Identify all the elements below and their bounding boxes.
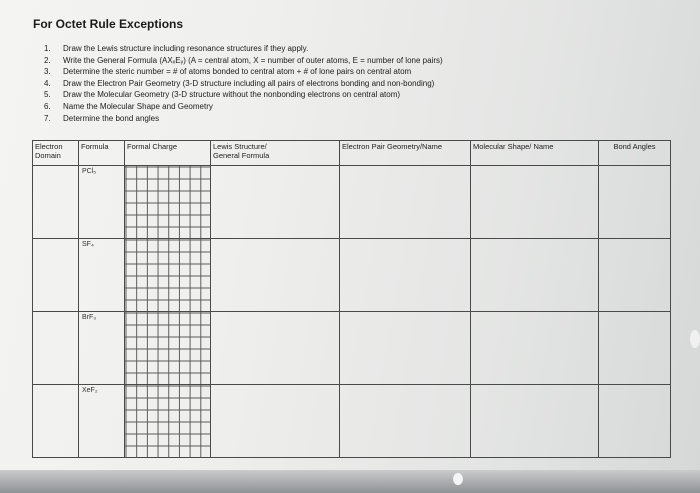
instruction-item (44, 66, 443, 78)
header-electron-pair-geometry: Electron Pair Geometry/Name (340, 141, 471, 166)
instruction-number: 5. (44, 90, 51, 100)
instruction-text: Write the General Formula (AXₓEᵧ) (A = central atom, X = number of outer atoms, E = number of lone pairs) (63, 55, 443, 65)
instruction-item (44, 89, 443, 101)
formula-cell: PCl₅ (79, 166, 125, 239)
instruction-text: Determine the bond angles (63, 113, 160, 123)
instruction-item (44, 55, 443, 67)
header-formula: Formula (79, 141, 125, 166)
instruction-number: 3. (44, 67, 51, 77)
formal-charge-grid-cell[interactable] (125, 385, 211, 458)
instruction-number: 4. (44, 78, 51, 88)
instruction-text: Draw the Molecular Geometry (3-D structure without the nonbonding electrons on central atom) (63, 90, 401, 100)
lewis-structure-cell[interactable] (211, 385, 340, 458)
table-row (33, 312, 671, 385)
formal-charge-grid-cell[interactable] (125, 312, 211, 385)
bond-angles-cell[interactable] (599, 312, 671, 385)
header-electron-domain: Electron Domain (33, 141, 79, 166)
worksheet-title: For Octet Rule Exceptions (33, 17, 184, 31)
table-row (33, 239, 671, 312)
formula-cell: SF₄ (79, 239, 125, 312)
instruction-item (44, 101, 443, 113)
instruction-item (44, 113, 443, 125)
instruction-item (44, 78, 443, 90)
table-header-row (33, 141, 671, 166)
electron-domain-cell[interactable] (33, 385, 79, 458)
header-formal-charge: Formal Charge (125, 141, 211, 166)
instruction-text: Name the Molecular Shape and Geometry (63, 101, 213, 111)
bond-angles-cell[interactable] (599, 166, 671, 239)
formula-cell: BrF₃ (79, 312, 125, 385)
electron-pair-geometry-cell[interactable] (340, 385, 471, 458)
page-edge-shadow (0, 470, 700, 493)
header-lewis-structure (211, 141, 340, 166)
formal-charge-grid-cell[interactable] (125, 239, 211, 312)
lewis-structure-cell[interactable] (211, 239, 340, 312)
paper-speck (690, 330, 700, 348)
header-bond-angles: Bond Angles (599, 141, 671, 166)
electron-domain-cell[interactable] (33, 239, 79, 312)
instruction-item (44, 43, 443, 55)
table-row (33, 166, 671, 239)
electron-domain-cell[interactable] (33, 166, 79, 239)
bond-angles-cell[interactable] (599, 385, 671, 458)
electron-pair-geometry-cell[interactable] (340, 166, 471, 239)
instructions-list (44, 43, 443, 124)
header-lewis-line2: General Formula (213, 151, 270, 160)
instruction-number: 1. (44, 44, 51, 53)
molecular-shape-cell[interactable] (471, 166, 599, 239)
paper-speck (453, 473, 463, 485)
instruction-text: Determine the steric number = # of atoms bonded to central atom + # of lone pairs on central atom (63, 67, 412, 77)
formula-cell: XeF₂ (79, 385, 125, 458)
molecular-shape-cell[interactable] (471, 385, 599, 458)
molecular-shape-cell[interactable] (471, 239, 599, 312)
electron-pair-geometry-cell[interactable] (340, 239, 471, 312)
formal-charge-grid-cell[interactable] (125, 166, 211, 239)
electron-pair-geometry-cell[interactable] (340, 312, 471, 385)
instruction-number: 7. (44, 113, 51, 123)
instruction-text: Draw the Lewis structure including resonance structures if they apply. (63, 44, 309, 53)
table-row (33, 385, 671, 458)
lewis-structure-cell[interactable] (211, 312, 340, 385)
instruction-text: Draw the Electron Pair Geometry (3-D structure including all pairs of electrons bonding and non-bonding) (63, 78, 435, 88)
header-lewis-line1: Lewis Structure/ (213, 142, 267, 151)
lewis-structure-cell[interactable] (211, 166, 340, 239)
worksheet-table (32, 140, 671, 458)
instruction-number: 2. (44, 55, 51, 65)
bond-angles-cell[interactable] (599, 239, 671, 312)
instruction-number: 6. (44, 101, 51, 111)
molecular-shape-cell[interactable] (471, 312, 599, 385)
electron-domain-cell[interactable] (33, 312, 79, 385)
header-molecular-shape: Molecular Shape/ Name (471, 141, 599, 166)
